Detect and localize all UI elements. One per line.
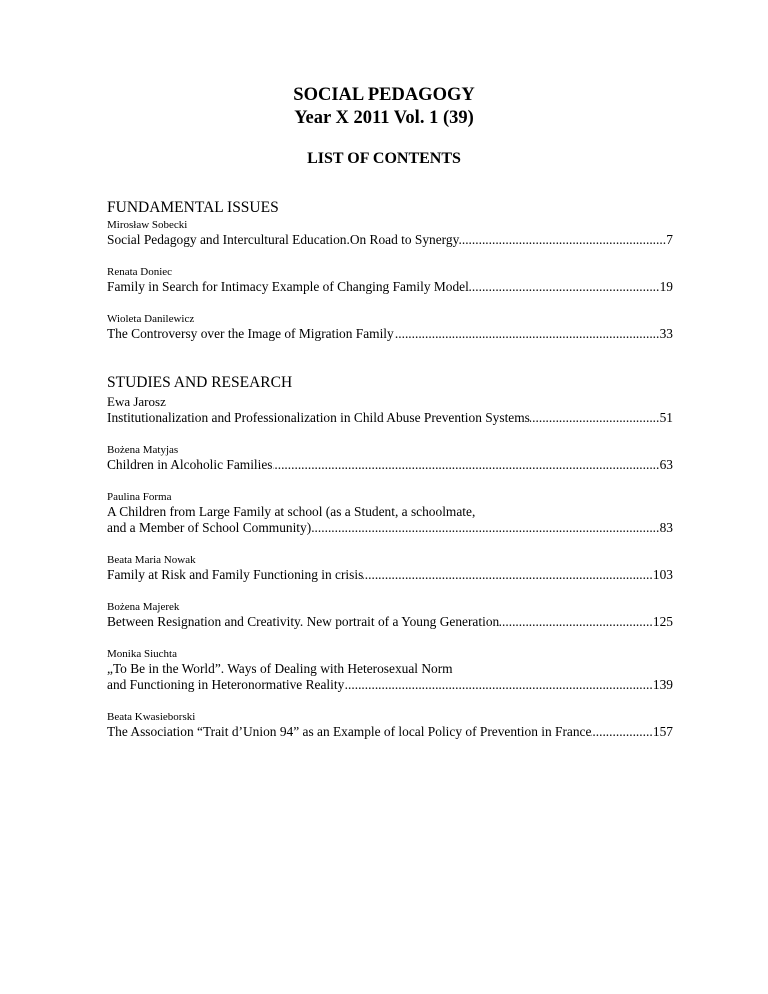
contents-heading: LIST OF CONTENTS [307, 150, 461, 167]
journal-issue: Year X 2011 Vol. 1 (39) [294, 108, 474, 128]
entry-title-line[interactable]: „To Be in the World”. Ways of Dealing with Heterosexual Norm [107, 661, 453, 676]
toc-entry [107, 711, 673, 740]
section-title: FUNDAMENTAL ISSUES [107, 199, 279, 216]
section-studies-and-research [107, 374, 673, 740]
entry-author: Monika Siuchta [107, 648, 177, 660]
toc-entry [107, 554, 673, 583]
entry-page-number: 63 [659, 457, 673, 472]
entry-title-line[interactable]: The Association “Trait d’Union 94” as an Example of local Policy of Prevention in France 157 ..... [107, 724, 673, 740]
entry-title-line[interactable]: and Functioning in Heteronormative Reality 139 ..... [107, 677, 673, 693]
toc-entry [107, 648, 673, 693]
toc-entry [107, 313, 673, 342]
entry-title-line[interactable]: Family at Risk and Family Functioning in crisis 103 ..... [107, 567, 673, 583]
entry-page-number: 125 [652, 614, 673, 629]
entry-page-number: 83 [659, 520, 673, 535]
entry-author: Wioleta Danilewicz [107, 313, 195, 325]
journal-title: SOCIAL PEDAGOGY [293, 85, 475, 105]
toc-entry [107, 491, 673, 536]
entry-page-number: 51 [659, 410, 673, 425]
entry-author: Bożena Matyjas [107, 444, 179, 456]
toc-entry [107, 219, 673, 248]
entry-title-line[interactable]: Social Pedagogy and Intercultural Education.On Road to Synergy 7 ..... [107, 232, 673, 248]
entry-title-line[interactable]: The Controversy over the Image of Migration Family 33 ..... [107, 326, 673, 342]
entry-title-line[interactable]: Children in Alcoholic Families 63 ..... [107, 457, 673, 473]
entry-title-line[interactable]: A Children from Large Family at school (as a Student, a schoolmate, [107, 504, 476, 519]
journal-title-block [0, 84, 768, 130]
entry-page-number: 103 [652, 567, 673, 582]
entry-page-number: 157 [652, 724, 673, 739]
entry-author: Beata Maria Nowak [107, 554, 196, 566]
entry-title-line[interactable]: Between Resignation and Creativity. New portrait of a Young Generation 125 ..... [107, 614, 673, 630]
entry-author: Ewa Jarosz [107, 394, 166, 409]
entry-page-number: 7 [666, 232, 673, 247]
entry-page-number: 33 [659, 326, 673, 341]
toc-entry [107, 601, 673, 630]
entry-author: Renata Doniec [107, 266, 173, 278]
entry-author: Paulina Forma [107, 491, 172, 503]
entry-author: Bożena Majerek [107, 601, 180, 613]
toc-entry [107, 394, 673, 426]
toc-entry [107, 266, 673, 295]
section-title: STUDIES AND RESEARCH [107, 374, 293, 391]
section-fundamental-issues [107, 199, 673, 342]
entry-page-number: 19 [659, 279, 673, 294]
entry-title-line[interactable]: Institutionalization and Professionalization in Child Abuse Prevention Systems 51 ..... [107, 410, 673, 426]
entry-page-number: 139 [652, 677, 673, 692]
entry-title-line[interactable]: and a Member of School Community) 83 ..... [107, 520, 673, 536]
toc-entry [107, 444, 673, 473]
entry-author: Beata Kwasieborski [107, 711, 196, 723]
entry-title-line[interactable]: Family in Search for Intimacy Example of Changing Family Model 19 ..... [107, 279, 673, 295]
entry-author: Mirosław Sobecki [107, 219, 188, 231]
